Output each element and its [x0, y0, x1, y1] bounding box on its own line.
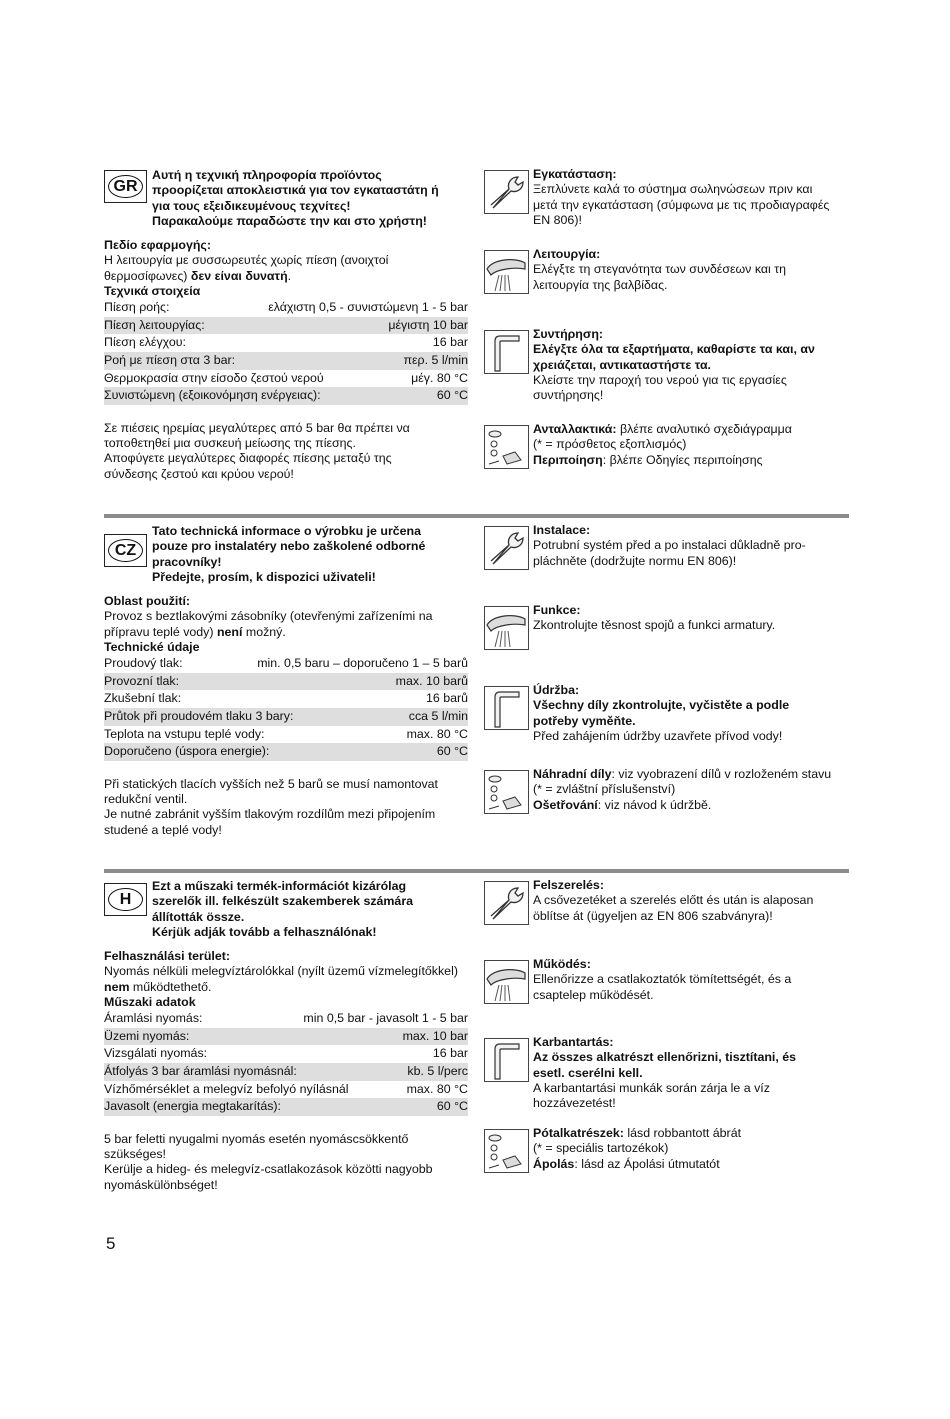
table-row: Teplota na vstupu teplé vody: max. 80 °C: [104, 726, 468, 741]
table-row: Zkušební tlak: 16 barů: [104, 691, 468, 706]
hex-key-icon: [484, 1038, 529, 1082]
scope-text: Η λειτουργία με συσσωρευτές χωρίς πίεση (ανοιχτοί θερμοσίφωνες) δεν είναι δυνατή.: [104, 253, 389, 283]
scope-text: Nyomás nélküli melegvíztárolókkal (nyílt üzemű vízmelegítőkkel) nem működtethető.: [104, 964, 458, 994]
tech-title: Műszaki adatok: [104, 994, 196, 1009]
section-divider: [104, 869, 849, 873]
tech-title: Technické údaje: [104, 639, 200, 654]
wrench-icon: [484, 170, 529, 214]
table-row: Θερμοκρασία στην είσοδο ζεστού νερού μέγ. 80 °C: [104, 370, 468, 385]
section-h: H Ezt a műszaki termék-információt kizárólag szerelők ill. felkészült szakemberek számára állították össze. Kérjük adják tovább a felhasználónak! Felhasználási terület: Nyomás nélküli melegvíztárolókkal (nyílt üzemű vízmelegítőkkel) nem működtethető. Műszaki adatok Áramlási nyomás: min 0,5 bar - javasolt 1 - 5 bar Üzemi nyomás: max. 10 bar Vizsgálati nyomás: 16 bar Átfolyás 3 bar áramlási nyomásnál: kb. 5 l/perc Vízhőmérséklet a melegvíz befolyó nyílásnál max. 80 °C Javasolt (energia megtakarítás): 60 °C 5 bar feletti nyugalmi nyomás esetén nyomáscsökkentő szükséges! Kerülje a hideg- és melegvíz-csatlakozások közötti nagyobb nyomáskülönbséget! Felszerelés: A csővezetéket a szerelés előtt és után is alaposan öblítse át (ügyeljen az EN 806 szabványra)! Működés: Ellenőrizze a csatlakoztatók tömítettségét, és a csaptelep működését. Karbantartás: Az összes alkatrészt ellenőrizni, tisztítani, és esetl. cserélni kell. A karbantartási munkák során zárja le a víz hozzávezetést! Pótalkatrészek: lásd robbantott ábrát (* = speciális tartozékok) Ápolás: lásd az Ápolási útmutatót: [104, 878, 814, 1192]
country-badge: H: [104, 883, 147, 916]
section-header: [104, 526, 468, 594]
table-row: Áramlási nyomás: min 0,5 bar - javasolt 1 - 5 bar: [104, 1011, 468, 1026]
country-badge: GR: [104, 170, 147, 203]
tech-table: [104, 655, 468, 761]
left-column: [104, 881, 468, 1193]
section-header: [104, 881, 468, 949]
scope-title: Πεδίο εφαρμογής:: [104, 238, 212, 252]
left-column: [104, 526, 468, 838]
table-row: Provozní tlak: max. 10 barů: [104, 673, 468, 691]
faucet-icon: [484, 960, 529, 1004]
section-header: [104, 170, 468, 238]
table-row: Vizsgálati nyomás: 16 bar: [104, 1046, 468, 1061]
header-text: Αυτή η τεχνική πληροφορία προϊόντος προορίζεται αποκλειστικά για τον εγκαταστάτη ή για τους εξειδικευμένους τεχνίτες! Παρακαλούμε παραδώστε την και στο χρήστη!: [152, 168, 439, 228]
table-row: Javasolt (energia megtakarítás): 60 °C: [104, 1098, 468, 1116]
section-cz: CZ Tato technická informace o výrobku je určena pouze pro instalatéry nebo zaškolené odborné pracovníky! Předejte, prosím, k dispozici uživateli! Oblast použití: Provoz s beztlakovými zásobníky (otevřenými zařízeními na přípravu teplé vody) není možný. Technické údaje Proudový tlak: min. 0,5 baru – doporučeno 1 – 5 barů Provozní tlak: max. 10 barů Zkušební tlak: 16 barů Průtok při proudovém tlaku 3 bary: cca 5 l/min Teplota na vstupu teplé vody: max. 80 °C Doporučeno (úspora energie): 60 °C Při statických tlacích vyšších než 5 barů se musí namontovat redukční ventil. Je nutné zabránit vyšším tlakovým rozdílům mezi připojením studené a teplé vody! Instalace: Potrubní systém před a po instalaci důkladně pro- pláchněte (dodržujte normu EN 806)! Funkce: Zkontrolujte těsnost spojů a funkci armatury. Údržba: Všechny díly zkontrolujte, vyčistěte a podle potřeby vyměňte. Před zahájením údržby uzavřete přívod vody! Náhradní díly: viz vyobrazení dílů v rozloženém stavu (* = zvláštní příslušenství) Ošetřování: viz návod k údržbě.: [104, 523, 832, 837]
faucet-icon: [484, 250, 529, 294]
table-row: Átfolyás 3 bar áramlási nyomásnál: kb. 5 l/perc: [104, 1063, 468, 1081]
hex-key-icon: [484, 330, 529, 374]
table-row: Πίεση ροής: ελάχιστη 0,5 - συνιστώμενη 1 - 5 bar: [104, 300, 468, 315]
hex-key-icon: [484, 686, 529, 730]
table-row: Proudový tlak: min. 0,5 baru – doporučeno 1 – 5 barů: [104, 656, 468, 671]
section-gr: GR Αυτή η τεχνική πληροφορία προϊόντος προορίζεται αποκλειστικά για τον εγκαταστάτη ή για τους εξειδικευμένους τεχνίτες! Παρακαλούμε παραδώστε την και στο χρήστη! Πεδίο εφαρμογής: Η λειτουργία με συσσωρευτές χωρίς πίεση (ανοιχτοί θερμοσίφωνες) δεν είναι δυνατή. Τεχνικά στοιχεία Πίεση ροής: ελάχιστη 0,5 - συνιστώμενη 1 - 5 bar Πίεση λειτουργίας: μέγιστη 10 bar Πίεση ελέγχου: 16 bar Ροή με πίεση στα 3 bar: περ. 5 l/min Θερμοκρασία στην είσοδο ζεστού νερού μέγ. 80 °C Συνιστώμενη (εξοικονόμηση ενέργειας): 60 °C Σε πιέσεις ηρεμίας μεγαλύτερες από 5 bar θα πρέπει να τοποθετηθεί μια συσκευή μείωσης της πίεσης. Αποφύγετε μεγαλύτερες διαφορές πίεσης μεταξύ της σύνδεσης ζεστού και κρύου νερού! Εγκατάσταση: Ξεπλύνετε καλά το σύστημα σωληνώσεων πριν και μετά την εγκατάσταση (σύμφωνα με τις προδιαγραφές EN 806)! Λειτουργία: Ελέγξτε τη στεγανότητα των συνδέσεων και τη λειτουργία της βαλβίδας. Συντήρηση: Ελέγξτε όλα τα εξαρτήματα, καθαρίστε τα και, αν χρειάζεται, αντικαταστήστε τα. Κλείστε την παροχή του νερού για τις εργασίες συντήρησης! Ανταλλακτικά: βλέπε αναλυτικό σχεδιάγραμμα (* = πρόσθετος εξοπλισμός) Περιποίηση: βλέπε Οδηγίες περιποίησης: [104, 167, 830, 481]
wrench-icon: [484, 881, 529, 925]
spare-parts-icon: [484, 1129, 529, 1173]
table-row: Průtok při proudovém tlaku 3 bary: cca 5 l/min: [104, 708, 468, 726]
header-text: Tato technická informace o výrobku je určena pouze pro instalatéry nebo zaškolené odborné pracovníky! Předejte, prosím, k dispozici uživateli!: [152, 524, 426, 584]
spare-parts-icon: [484, 770, 529, 814]
tech-table: [104, 1010, 468, 1116]
table-row: Πίεση λειτουργίας: μέγιστη 10 bar: [104, 317, 468, 335]
page-number: 5: [106, 1234, 116, 1253]
left-column: [104, 170, 468, 482]
wrench-icon: [484, 526, 529, 570]
scope-text: Provoz s beztlakovými zásobníky (otevřenými zařízeními na přípravu teplé vody) není možný.: [104, 609, 433, 639]
table-row: Πίεση ελέγχου: 16 bar: [104, 335, 468, 350]
pressure-note: 5 bar feletti nyugalmi nyomás esetén nyomáscsökkentő szükséges! Kerülje a hideg- és melegvíz-csatlakozások közötti nagyobb nyomáskülönbséget!: [104, 1131, 433, 1192]
faucet-icon: [484, 606, 529, 650]
table-row: Συνιστώμενη (εξοικονόμηση ενέργειας): 60 °C: [104, 387, 468, 405]
pressure-note: Σε πιέσεις ηρεμίας μεγαλύτερες από 5 bar θα πρέπει να τοποθετηθεί μια συσκευή μείωσης της πίεσης. Αποφύγετε μεγαλύτερες διαφορές πίεσης μεταξύ της σύνδεσης ζεστού και κρύου νερού!: [104, 420, 410, 481]
spare-parts-icon: [484, 425, 529, 469]
section-divider: [104, 514, 849, 518]
tech-table: [104, 299, 468, 405]
pressure-note: Při statických tlacích vyšších než 5 barů se musí namontovat redukční ventil. Je nutné zabránit vyšším tlakovým rozdílům mezi připojením studené a teplé vody!: [104, 776, 438, 837]
scope-title: Felhasználási terület:: [104, 949, 231, 963]
table-row: Doporučeno (úspora energie): 60 °C: [104, 743, 468, 761]
header-text: Ezt a műszaki termék-információt kizárólag szerelők ill. felkészült szakemberek számára állították össze. Kérjük adják tovább a felhasználónak!: [152, 879, 414, 939]
table-row: Vízhőmérséklet a melegvíz befolyó nyílásnál max. 80 °C: [104, 1081, 468, 1096]
scope-title: Oblast použití:: [104, 594, 191, 608]
table-row: Üzemi nyomás: max. 10 bar: [104, 1028, 468, 1046]
tech-title: Τεχνικά στοιχεία: [104, 283, 201, 298]
table-row: Ροή με πίεση στα 3 bar: περ. 5 l/min: [104, 352, 468, 370]
country-badge: CZ: [104, 534, 147, 567]
